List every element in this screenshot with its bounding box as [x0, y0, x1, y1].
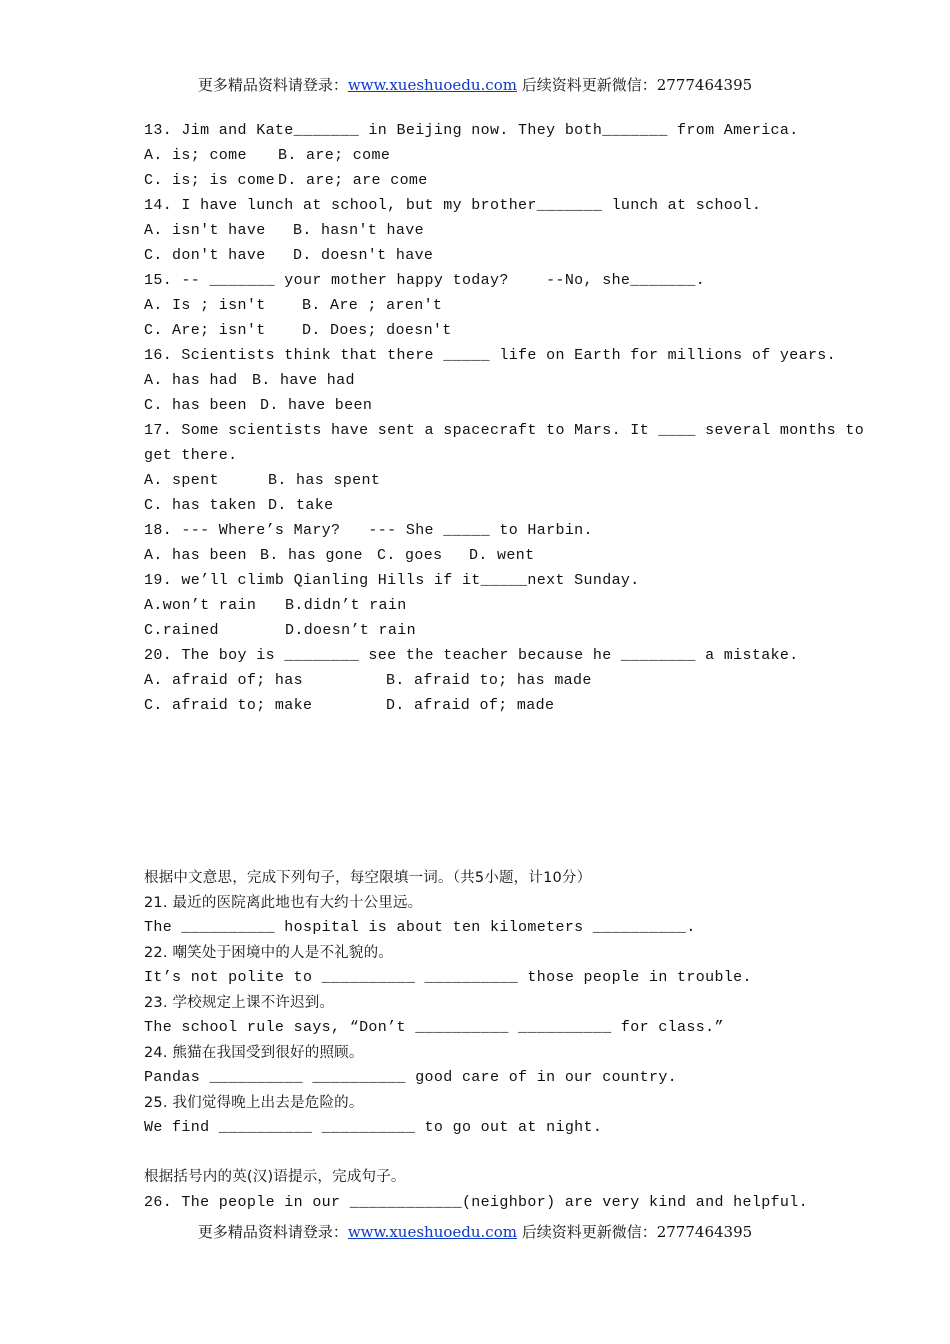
option-c: C. don't have: [144, 247, 266, 264]
option-a: A.won’t rain: [144, 597, 257, 614]
footer-link[interactable]: www.xueshuoedu.com: [347, 1223, 517, 1241]
question-25-chinese: 25. 我们觉得晚上出去是危险的。: [144, 1095, 364, 1111]
question-16: 16. Scientists think that there _____ life on Earth for millions of years.: [144, 347, 837, 364]
option-d: D. afraid of; made: [386, 697, 555, 714]
option-b: B. hasn't have: [293, 222, 424, 239]
question-23-english: The school rule says, “Don’t __________ __________ for class.”: [144, 1019, 724, 1036]
option-c: C. Are; isn't: [144, 322, 266, 339]
option-a: A. has had: [144, 372, 238, 389]
option-a: A. spent: [144, 472, 219, 489]
question-17: 17. Some scientists have sent a spacecraft to Mars. It ____ several months to: [144, 422, 865, 439]
question-13: 13. Jim and Kate_______ in Beijing now. They both_______ from America.: [144, 122, 799, 139]
question-23-chinese: 23. 学校规定上课不许迟到。: [144, 995, 335, 1011]
question-24-chinese: 24. 熊猫在我国受到很好的照顾。: [144, 1045, 364, 1061]
question-17-continued: get there.: [144, 447, 238, 464]
option-c: C. goes: [377, 547, 443, 564]
question-19: 19. we’ll climb Qianling Hills if it_____next Sunday.: [144, 572, 640, 589]
option-a: A. is; come: [144, 147, 247, 164]
option-a: A. afraid of; has: [144, 672, 303, 689]
footer-suffix: 后续资料更新微信：2777464395: [516, 1223, 753, 1241]
option-a: A. has been: [144, 547, 247, 564]
option-c: C. has been: [144, 397, 247, 414]
option-d: D. Does; doesn't: [302, 322, 452, 339]
option-c: C. has taken: [144, 497, 257, 514]
page-footer: [0, 1221, 950, 1242]
option-c: C. is; is come: [144, 172, 275, 189]
option-b: B. has gone: [260, 547, 363, 564]
option-b: B.didn’t rain: [285, 597, 407, 614]
option-b: B. Are ; aren't: [302, 297, 443, 314]
question-20: 20. The boy is ________ see the teacher because he ________ a mistake.: [144, 647, 799, 664]
option-a: A. isn't have: [144, 222, 266, 239]
option-d: D. are; are come: [278, 172, 428, 189]
question-14: 14. I have lunch at school, but my brother_______ lunch at school.: [144, 197, 762, 214]
section-instruction: 根据括号内的英(汉)语提示，完成句子。: [144, 1169, 406, 1185]
option-b: B. afraid to; has made: [386, 672, 592, 689]
header-link[interactable]: www.xueshuoedu.com: [347, 76, 517, 94]
question-21-chinese: 21. 最近的医院离此地也有大约十公里远。: [144, 895, 423, 911]
footer-prefix: 更多精品资料请登录：: [197, 1223, 348, 1241]
option-d: D. take: [268, 497, 334, 514]
question-24-english: Pandas __________ __________ good care of in our country.: [144, 1069, 678, 1086]
option-a: A. Is ; isn't: [144, 297, 266, 314]
header-prefix: 更多精品资料请登录：: [197, 76, 348, 94]
section-instruction: 根据中文意思，完成下列句子，每空限填一词。（共5小题，计10分）: [144, 870, 592, 886]
question-25-english: We find __________ __________ to go out at night.: [144, 1119, 603, 1136]
question-26: 26. The people in our ____________(neighbor) are very kind and helpful.: [144, 1194, 808, 1211]
option-c: C.rained: [144, 622, 219, 639]
option-d: D. went: [469, 547, 535, 564]
option-d: D. doesn't have: [293, 247, 434, 264]
question-22-english: It’s not polite to __________ __________ those people in trouble.: [144, 969, 752, 986]
option-d: D. have been: [260, 397, 373, 414]
option-b: B. are; come: [278, 147, 391, 164]
option-d: D.doesn’t rain: [285, 622, 416, 639]
page-header: [0, 74, 950, 95]
question-15: 15. -- _______ your mother happy today? --No, she_______.: [144, 272, 706, 289]
question-22-chinese: 22. 嘲笑处于困境中的人是不礼貌的。: [144, 945, 393, 961]
option-b: B. has spent: [268, 472, 381, 489]
option-b: B. have had: [252, 372, 355, 389]
option-c: C. afraid to; make: [144, 697, 313, 714]
header-suffix: 后续资料更新微信：2777464395: [516, 76, 753, 94]
question-21-english: The __________ hospital is about ten kilometers __________.: [144, 919, 696, 936]
question-18: 18. --- Where’s Mary? --- She _____ to Harbin.: [144, 522, 593, 539]
